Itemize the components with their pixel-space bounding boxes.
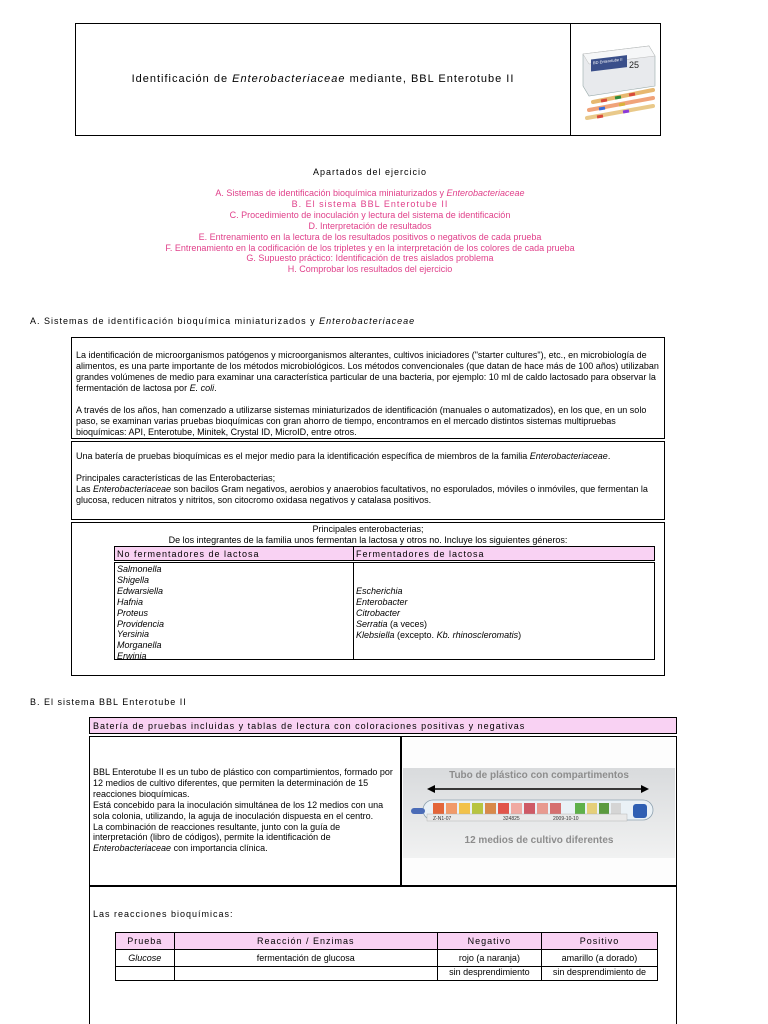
section-a-paragraph-1: La identificación de microorganismos patógenos y microorganismos alterantes, cultivos iniciadores ("starter cultures"), etc., en microbiología de alimentos, es una parte importante de los métodos microbiológicos. Los métodos convencionales (que datan de hace más de 100 años) utilizaban grandes volúmenes de medio para examinar una característica particular de una bacteria, por ejemplo: 10 ml de caldo lactosado para observar la fermentación de lactosa por E. coli. [76,350,659,393]
table-cell [174,967,437,981]
fermenters-header: Fermentadores de lactosa [353,546,655,561]
table-header: Reacción / Enzimas [174,933,437,950]
section-b-description-box [89,736,401,886]
reactions-label: Las reacciones bioquímicas: [93,909,234,919]
box-brand: BD Enterotube II [593,56,623,66]
section-a-paragraph-2: A través de los años, han comenzado a utilizarse sistemas miniaturizados de identificación (manuales o automatizados), en los que, en un solo paso, se examinan varias pruebas bioquímicas con gran ahorro de tiempo, encontramos en el mercado distintos sistemas multipruebas bioquímicas: API, Enterotube, Minitek, Crystal ID, MicroID, entre otros. [76,405,647,437]
genus-item: Proteus [117,607,149,618]
toc-link-g[interactable]: G. Supuesto práctico: Identificación de tres aislados problema [246,253,494,264]
section-b-desc-3: La combinación de reacciones resultante, junto con la guía de interpretación (libro de códigos), permite la identificación de Enterobacteriaceae con importancia clínica. [93,821,341,854]
section-b-reactions-box [89,886,677,1024]
table-header: Negativo [437,933,541,950]
genus-item: Klebsiella (excepto. Kb. rhinoscleromatis) [356,629,522,640]
table-cell: sin desprendimiento [437,967,541,981]
genus-item: Erwinia [117,651,147,662]
genus-item: Hafnia [117,596,144,607]
toc-link-d[interactable]: D. Interpretación de resultados [308,220,432,231]
table-cell [116,967,175,981]
fermenters-list [353,562,655,660]
table-row [116,967,658,981]
reactions-table [115,932,658,981]
toc-heading: Apartados del ejercicio [312,167,428,177]
genera-subtitle: De los integrantes de la familia unos fermentan la lactosa y otros no. Incluye los siguientes géneros: [168,535,568,545]
toc-link-e[interactable]: E. Entrenamiento en la lectura de los resultados positivos o negativos de cada prueba [198,231,542,242]
section-b-bar: Batería de pruebas incluidas y tablas de lectura con coloraciones positivas y negativas [89,717,677,734]
genus-item: Morganella [117,640,162,651]
tube-caption-top: Tubo de plástico con compartimentos [449,770,629,781]
table-header: Prueba [116,933,175,950]
tube-caption-bottom: 12 medios de cultivo diferentes [464,835,614,846]
section-a-paragraph-3: Una batería de pruebas bioquímicas es el mejor medio para la identificación específica de miembros de la familia Enterobacteriaceae. [76,451,611,461]
genus-item: Shigella [117,574,150,585]
tube-compartments [433,803,621,814]
toc-link-b[interactable]: B. El sistema BBL Enterotube II [291,198,449,209]
toc-link-c[interactable]: C. Procedimiento de inoculación y lectura del sistema de identificación [229,209,511,220]
tube-code: Z-N1-07 [433,816,452,822]
tube-lot: 324825 [503,816,520,822]
header-image-box [570,23,661,136]
toc-link-a[interactable]: A. Sistemas de identificación bioquímica miniaturizados y Enterobacteriaceae [215,188,525,198]
genus-item: Salmonella [117,564,162,574]
enterotube-tube-image [403,738,675,884]
genus-item: Edwarsiella [117,585,164,596]
section-a-title: A. Sistemas de identificación bioquímica miniaturizados y Enterobacteriaceae [30,316,416,326]
genus-item: Enterobacter [356,596,408,607]
section-b-image-box [401,736,677,886]
section-a-paragraph-4: Principales características de las Enterobacterias; [76,473,276,483]
toc-link-h[interactable]: H. Comprobar los resultados del ejercicio [287,264,453,275]
header-title-box [75,23,571,136]
table-header: Positivo [541,933,657,950]
table-cell: rojo (a naranja) [437,950,541,967]
genera-title: Principales enterobacterias; [312,524,424,534]
section-b-title: B. El sistema BBL Enterotube II [30,697,187,707]
genus-item: Yersinia [117,629,150,640]
genus-item: Citrobacter [356,607,401,618]
enterotube-box-image [571,24,660,135]
genus-item: Serratia (a veces) [356,618,428,629]
section-a-paragraph-5: Las Enterobacteriaceae son bacilos Gram negativos, aerobios y anaerobios facultativos, no esporulados, móviles o inmóviles, que fermentan la glucosa, reducen nitratos y nitritos, son citocromo oxidasa negativos y catalasa positivos. [76,484,648,505]
table-cell: sin desprendimiento de [541,967,657,981]
toc-link-f[interactable]: F. Entrenamiento en la codificación de los tripletes y en la interpretación de los colores de cada prueba [165,242,575,253]
box-number: 25 [629,60,640,70]
section-a-enterobacteria-box [71,441,665,520]
tube-date: 2009-10-10 [553,816,579,822]
genus-item: Providencia [117,618,165,629]
non-fermenters-list [114,562,354,660]
table-cell: Glucose [116,950,175,967]
page-title: Identificación de Enterobacteriaceae mediante, BBL Enterotube II [131,73,515,85]
section-b-desc-1: BBL Enterotube II es un tubo de plástico con compartimientos, formado por 12 medios de cultivo diferentes, que permiten la determinación de 15 reacciones bioquímicas. [93,767,393,799]
genus-item: Escherichia [356,586,403,596]
table-cell: amarillo (a dorado) [541,950,657,967]
toc-list [0,188,740,275]
section-a-genera-box [71,522,665,676]
section-b-desc-2: Está concebido para la inoculación simultánea de los 12 medios con una sola colonia, utilizando, la aguja de inoculación dispuesta en el centro. [93,799,384,821]
non-fermenters-header: No fermentadores de lactosa [114,546,354,561]
section-a-intro-box [71,337,665,439]
table-row [116,950,658,967]
table-cell: fermentación de glucosa [174,950,437,967]
